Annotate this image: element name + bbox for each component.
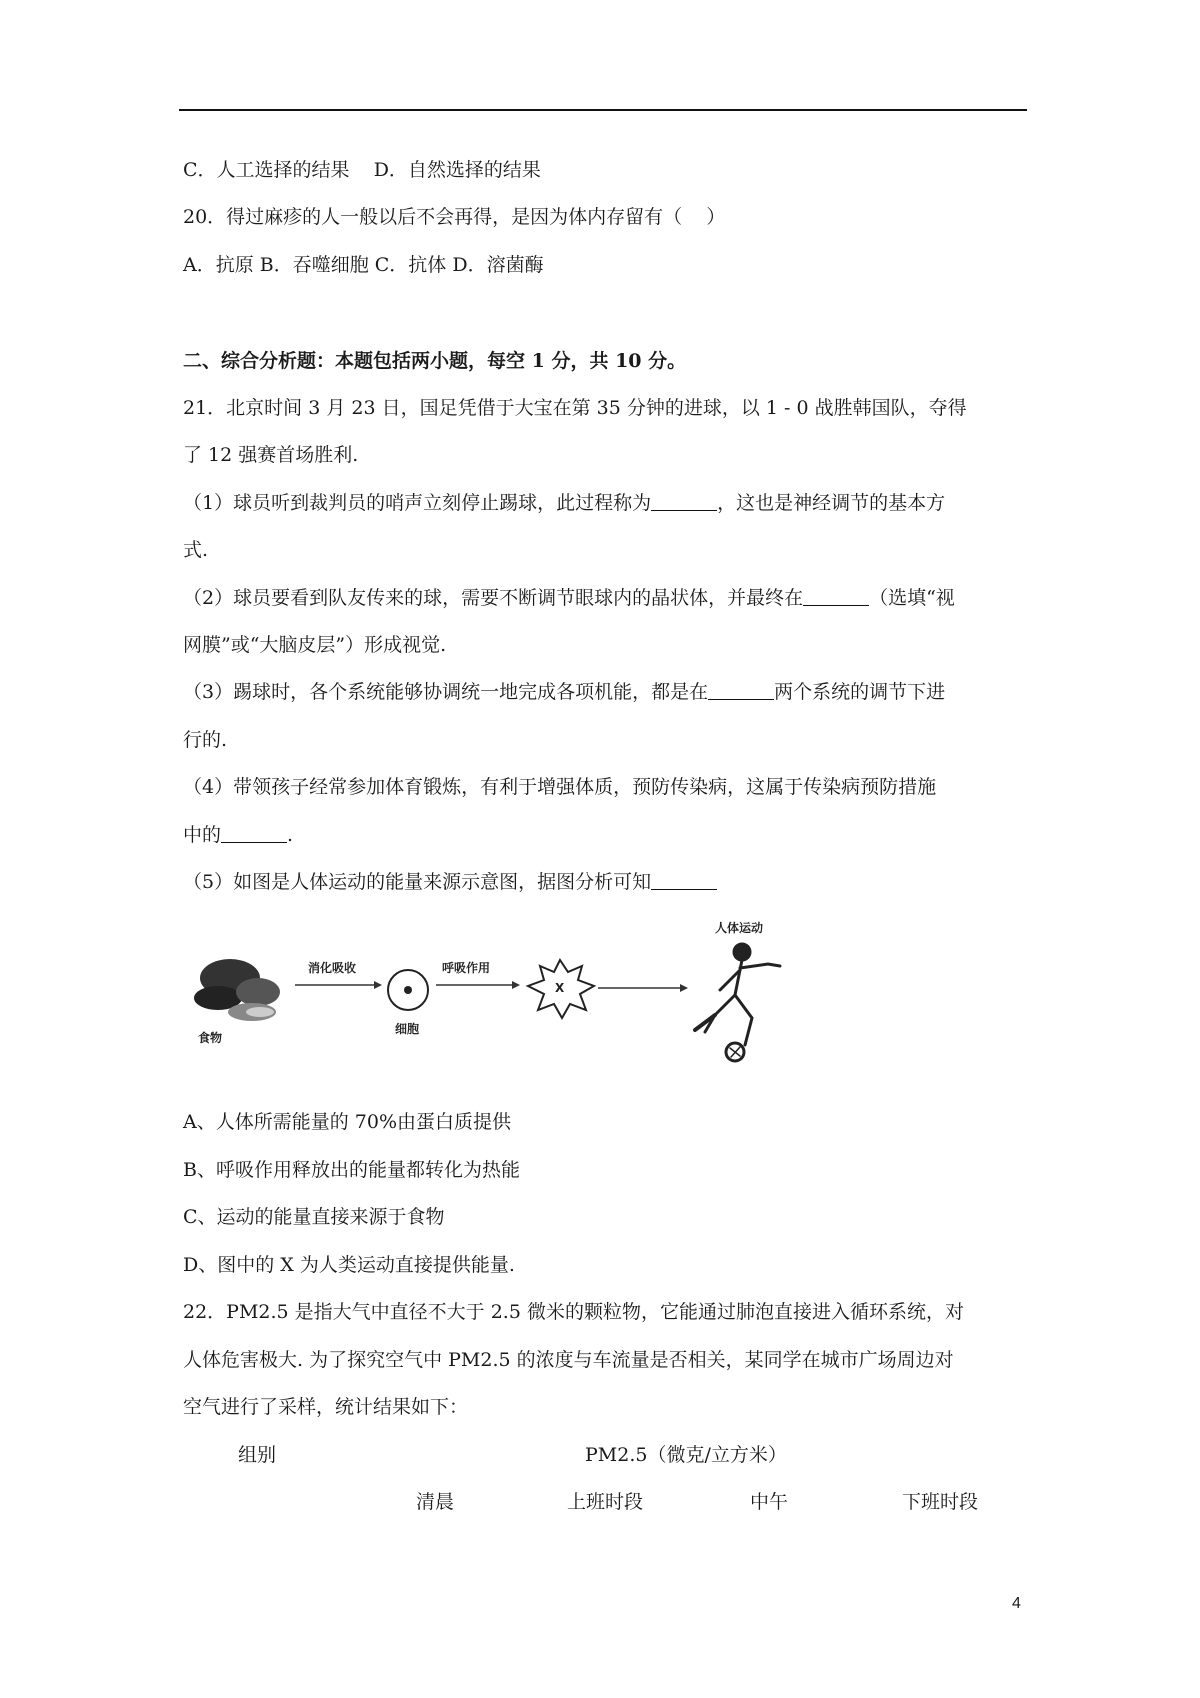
table-header-group: 组别 bbox=[238, 1444, 277, 1466]
option-d: D、图中的 X 为人类运动直接提供能量. bbox=[183, 1254, 515, 1276]
page-number: 4 bbox=[1012, 1595, 1021, 1612]
answer-blank-3[interactable] bbox=[708, 681, 774, 700]
subquestion-1-cont: 式. bbox=[183, 539, 209, 561]
subquestion-1 bbox=[183, 491, 945, 515]
food-icon bbox=[194, 959, 280, 1021]
subquestion-3 bbox=[183, 680, 945, 704]
subquestion-2 bbox=[183, 586, 955, 610]
subquestion-4-cont bbox=[183, 823, 293, 847]
subquestion-4-text: 中的 bbox=[183, 824, 222, 846]
table-col-noon: 中午 bbox=[750, 1491, 789, 1513]
answer-blank-2[interactable] bbox=[803, 587, 869, 606]
motion-label: 人体运动 bbox=[715, 921, 764, 935]
subquestion-1-text: （1）球员听到裁判员的哨声立刻停止踢球，此过程称为 bbox=[183, 492, 652, 514]
question-20-options: A．抗原 B．吞噬细胞 C．抗体 D．溶菌酶 bbox=[183, 254, 544, 276]
answer-blank-1[interactable] bbox=[651, 492, 717, 511]
subquestion-5 bbox=[183, 870, 717, 894]
table-header-pm25: PM2.5（微克/立方米） bbox=[585, 1444, 787, 1466]
option-b: B、呼吸作用释放出的能量都转化为热能 bbox=[183, 1159, 520, 1181]
subquestion-5-text: （5）如图是人体运动的能量来源示意图，据图分析可知 bbox=[183, 871, 652, 893]
question-22-line-3: 空气进行了采样，统计结果如下： bbox=[183, 1396, 469, 1418]
subquestion-4: （4）带领孩子经常参加体育锻炼，有利于增强体质，预防传染病，这属于传染病预防措施 bbox=[183, 776, 937, 798]
question-21-line-1: 21．北京时间 3 月 23 日，国足凭借于大宝在第 35 分钟的进球，以 1 - 0 战胜韩国队，夺得 bbox=[183, 397, 967, 419]
option-c: C、运动的能量直接来源于食物 bbox=[183, 1206, 445, 1228]
option-line-c-d: C．人工选择的结果 D．自然选择的结果 bbox=[183, 159, 541, 181]
subquestion-4-text-end: . bbox=[287, 824, 294, 846]
option-a: A、人体所需能量的 70%由蛋白质提供 bbox=[183, 1111, 511, 1133]
digestion-label: 消化吸收 bbox=[308, 961, 357, 975]
section-2-heading: 二、综合分析题：本题包括两小题，每空 1 分，共 10 分。 bbox=[183, 350, 687, 372]
x-label: X bbox=[555, 981, 565, 995]
subquestion-2-text-end: （选填“视 bbox=[869, 587, 955, 609]
subquestion-3-text-end: 两个系统的调节下进 bbox=[774, 681, 946, 703]
subquestion-3-cont: 行的. bbox=[183, 729, 228, 751]
subquestion-3-text: （3）踢球时，各个系统能够协调统一地完成各项机能，都是在 bbox=[183, 681, 709, 703]
header-rule bbox=[179, 109, 1027, 111]
subquestion-1-text-end: ，这也是神经调节的基本方 bbox=[717, 492, 946, 514]
table-col-morning: 清晨 bbox=[416, 1491, 455, 1513]
table-col-commute-pm: 下班时段 bbox=[902, 1491, 979, 1513]
cell-icon bbox=[388, 970, 428, 1010]
question-22-line-1: 22．PM2.5 是指大气中直径不大于 2.5 微米的颗粒物，它能通过肺泡直接进入循环系统，对 bbox=[183, 1301, 964, 1323]
subquestion-2-text: （2）球员要看到队友传来的球，需要不断调节眼球内的晶状体，并最终在 bbox=[183, 587, 804, 609]
question-20: 20．得过麻疹的人一般以后不会再得，是因为体内存留有（ ） bbox=[183, 206, 726, 228]
soccer-player-icon bbox=[695, 944, 780, 1061]
food-label: 食物 bbox=[198, 1031, 223, 1045]
table-col-commute-am: 上班时段 bbox=[567, 1491, 644, 1513]
answer-blank-5[interactable] bbox=[651, 871, 717, 890]
question-22-line-2: 人体危害极大. 为了探究空气中 PM2.5 的浓度与车流量是否相关，某同学在城市广场周边对 bbox=[183, 1349, 954, 1371]
respiration-label: 呼吸作用 bbox=[442, 961, 491, 975]
cell-label: 细胞 bbox=[395, 1022, 420, 1036]
answer-blank-4[interactable] bbox=[221, 824, 287, 843]
subquestion-2-cont: 网膜”或“大脑皮层”）形成视觉. bbox=[183, 634, 447, 656]
energy-source-diagram bbox=[190, 920, 830, 1070]
question-21-line-2: 了 12 强赛首场胜利. bbox=[183, 444, 359, 466]
